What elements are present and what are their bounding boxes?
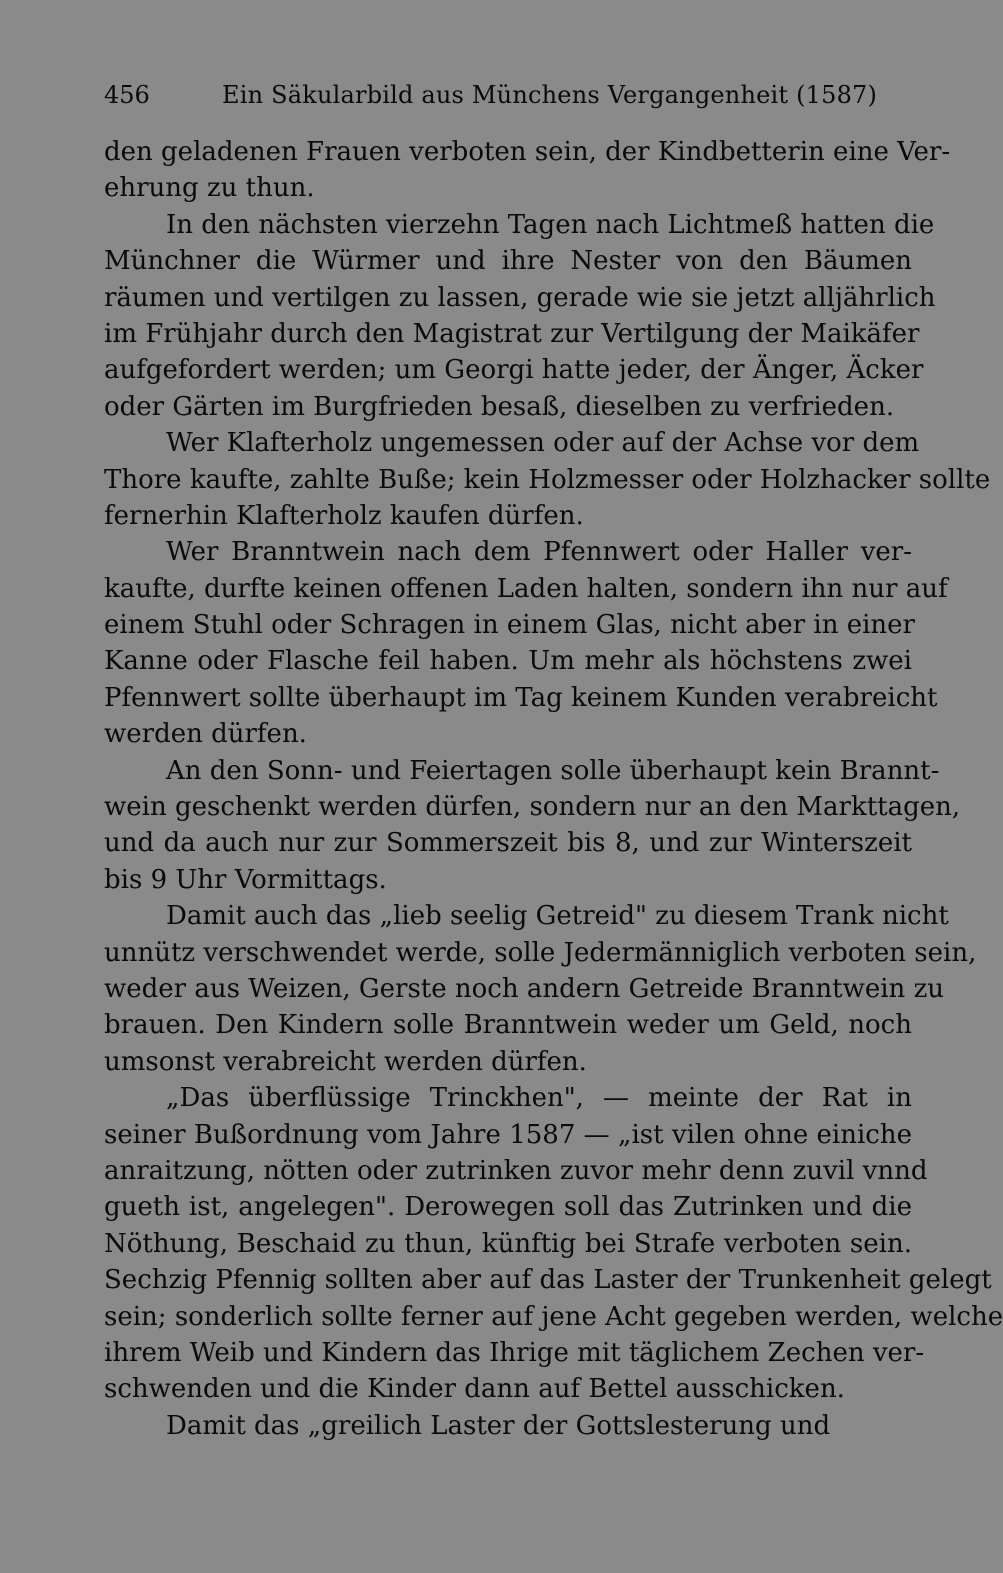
text-line: seiner Bußordnung vom Jahre 1587 — „ist vilen ohne einiche — [104, 1119, 912, 1150]
paragraph — [104, 207, 936, 425]
text-line: Damit das „greilich Laster der Gottslesterung und — [166, 1410, 831, 1441]
text-line: gueth ist, angelegen". Derowegen soll das Zutrinken und die — [104, 1192, 912, 1223]
text-line: fernerhin Klafterholz kaufen dürfen. — [104, 500, 584, 531]
text-line: Damit auch das „lieb seelig Getreid" zu diesem Trank nicht — [166, 901, 949, 932]
text-line: im Frühjahr durch den Magistrat zur Vertilgung der Maikäfer — [104, 318, 920, 349]
text-line: weder aus Weizen, Gerste noch andern Getreide Branntwein zu — [104, 973, 945, 1004]
text-line: Pfennwert sollte überhaupt im Tag keinem Kunden verabreicht — [104, 682, 938, 713]
body-text — [104, 134, 1003, 1444]
text-line: Wer Klafterholz ungemessen oder auf der Achse vor dem — [166, 428, 920, 459]
paragraph — [104, 1080, 1003, 1408]
page-number: 456 — [104, 81, 150, 109]
paragraph — [104, 534, 948, 752]
text-line: sein; sonderlich sollte ferner auf jene Acht gegeben werden, welche — [104, 1301, 1003, 1332]
text-line: einem Stuhl oder Schragen in einem Glas, nicht aber in einer — [104, 610, 915, 641]
paragraph — [104, 898, 977, 1080]
text-line: „Das überflüssige Trinckhen", — meinte der Rat in — [166, 1083, 912, 1114]
text-line: oder Gärten im Burgfrieden besaß, dieselben zu verfrieden. — [104, 391, 895, 422]
text-line: werden dürfen. — [104, 719, 307, 750]
text-line: wein geschenkt werden dürfen, sondern nur an den Markttagen, — [104, 792, 961, 823]
running-header — [104, 78, 910, 112]
text-line: brauen. Den Kindern solle Branntwein weder um Geld, noch — [104, 1010, 912, 1041]
text-line: An den Sonn- und Feiertagen solle überhaupt kein Brannt- — [166, 755, 940, 786]
text-line: unnütz verschwendet werde, solle Jedermänniglich verboten sein, — [104, 937, 977, 968]
text-line: Nöthung, Beschaid zu thun, künftig bei Strafe verboten sein. — [104, 1228, 912, 1259]
text-line: bis 9 Uhr Vormittags. — [104, 864, 387, 895]
text-line: Kanne oder Flasche feil haben. Um mehr als höchstens zwei — [104, 646, 912, 677]
text-line: umsonst verabreicht werden dürfen. — [104, 1046, 587, 1077]
text-line: schwenden und die Kinder dann auf Bettel ausschicken. — [104, 1374, 845, 1405]
paragraph — [104, 1408, 912, 1444]
text-line: kaufte, durfte keinen offenen Laden halten, sondern ihn nur auf — [104, 573, 948, 604]
text-line: und da auch nur zur Sommerszeit bis 8, und zur Winterszeit — [104, 828, 912, 859]
text-line: Wer Branntwein nach dem Pfennwert oder Haller ver- — [166, 537, 912, 568]
paragraph — [104, 753, 961, 899]
running-title: Ein Säkularbild aus Münchens Vergangenheit (1587) — [222, 81, 878, 109]
text-line: Münchner die Würmer und ihre Nester von den Bäumen — [104, 246, 912, 277]
text-line: ihrem Weib und Kindern das Ihrige mit täglichem Zechen ver- — [104, 1337, 925, 1368]
text-line: den geladenen Frauen verboten sein, der Kindbetterin eine Ver- — [104, 137, 951, 167]
text-line: Sechzig Pfennig sollten aber auf das Laster der Trunkenheit gelegt — [104, 1265, 992, 1296]
text-line: räumen und vertilgen zu lassen, gerade wie sie jetzt alljährlich — [104, 282, 936, 313]
text-line: anraitzung, nötten oder zutrinken zuvor mehr denn zuvil vnnd — [104, 1155, 928, 1186]
paragraph — [104, 425, 991, 534]
paragraph — [104, 134, 951, 207]
text-line: Thore kaufte, zahlte Buße; kein Holzmesser oder Holzhacker sollte — [104, 464, 991, 495]
text-line: ehrung zu thun. — [104, 173, 315, 204]
text-line: aufgefordert werden; um Georgi hatte jeder, der Änger, Äcker — [104, 355, 924, 386]
text-line: In den nächsten vierzehn Tagen nach Lichtmeß hatten die — [166, 209, 935, 240]
